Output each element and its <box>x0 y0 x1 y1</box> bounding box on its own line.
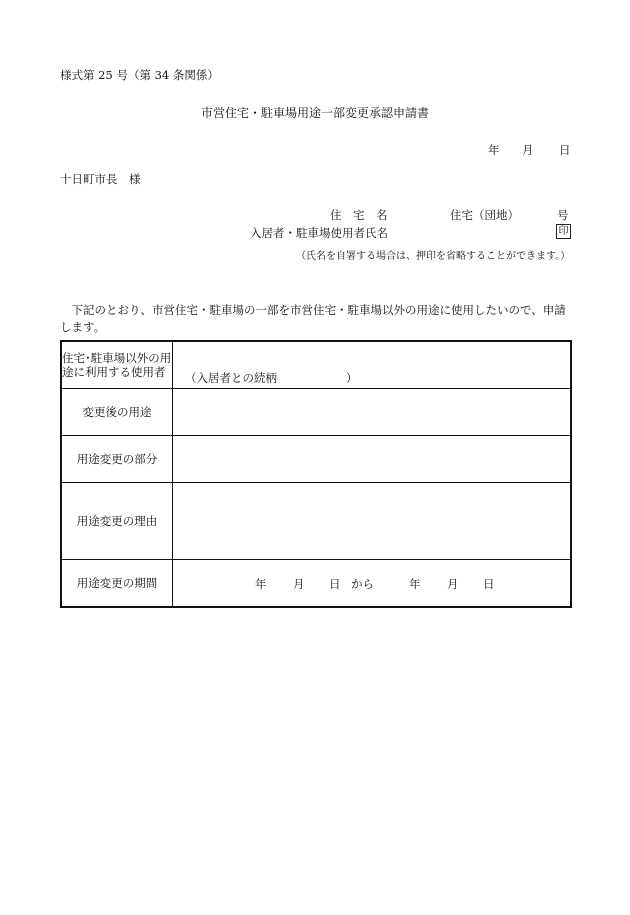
date-month: 月 <box>522 143 534 157</box>
period-start-year: 年 <box>255 577 267 591</box>
addressee: 十日町市長 様 <box>60 172 141 186</box>
resident-name-label: 入居者・駐車場使用者氏名 <box>250 226 388 240</box>
table-row <box>61 341 571 389</box>
changed-part-field[interactable] <box>173 436 572 483</box>
user-field[interactable] <box>173 341 572 389</box>
user-label: 住宅･駐車場以外の用途に利用する使用者 <box>62 351 172 379</box>
period-from: から <box>351 577 374 591</box>
date-day: 日 <box>559 143 571 157</box>
new-use-label: 変更後の用途 <box>61 389 173 436</box>
signature-note: （氏名を自署する場合は、押印を省略することができます。） <box>296 251 571 262</box>
period-start-month: 月 <box>293 577 305 591</box>
date-year: 年 <box>488 143 500 157</box>
house-number-label: 号 <box>557 208 569 222</box>
period-end-year: 年 <box>409 577 421 591</box>
table-row <box>61 389 571 436</box>
table-row <box>61 436 571 483</box>
form-number: 様式第 25 号（第 34 条関係） <box>60 68 219 82</box>
table-row <box>61 560 571 608</box>
application-table <box>60 340 572 608</box>
reason-field[interactable] <box>173 483 572 560</box>
body-text: 下記のとおり、市営住宅・駐車場の一部を市営住宅・駐車場以外の用途に使用したいので、申請します。 <box>60 303 566 334</box>
period-label: 用途変更の期間 <box>61 560 173 608</box>
period-field[interactable] <box>173 560 572 608</box>
reason-label: 用途変更の理由 <box>61 483 173 560</box>
table-row <box>61 483 571 560</box>
changed-part-label: 用途変更の部分 <box>61 436 173 483</box>
period-start-day: 日 <box>329 577 341 591</box>
user-label-cell <box>61 341 173 389</box>
form-title: 市営住宅・駐車場用途一部変更承認申請書 <box>200 106 429 120</box>
new-use-field[interactable] <box>173 389 572 436</box>
period-end-month: 月 <box>447 577 459 591</box>
relation-text: （入居者との続柄 ） <box>185 371 358 385</box>
seal-mark: 印 <box>556 224 571 239</box>
period-end-day: 日 <box>483 577 495 591</box>
house-name-label: 住 宅 名 <box>330 208 388 222</box>
house-type-label: 住宅（団地） <box>450 208 519 222</box>
